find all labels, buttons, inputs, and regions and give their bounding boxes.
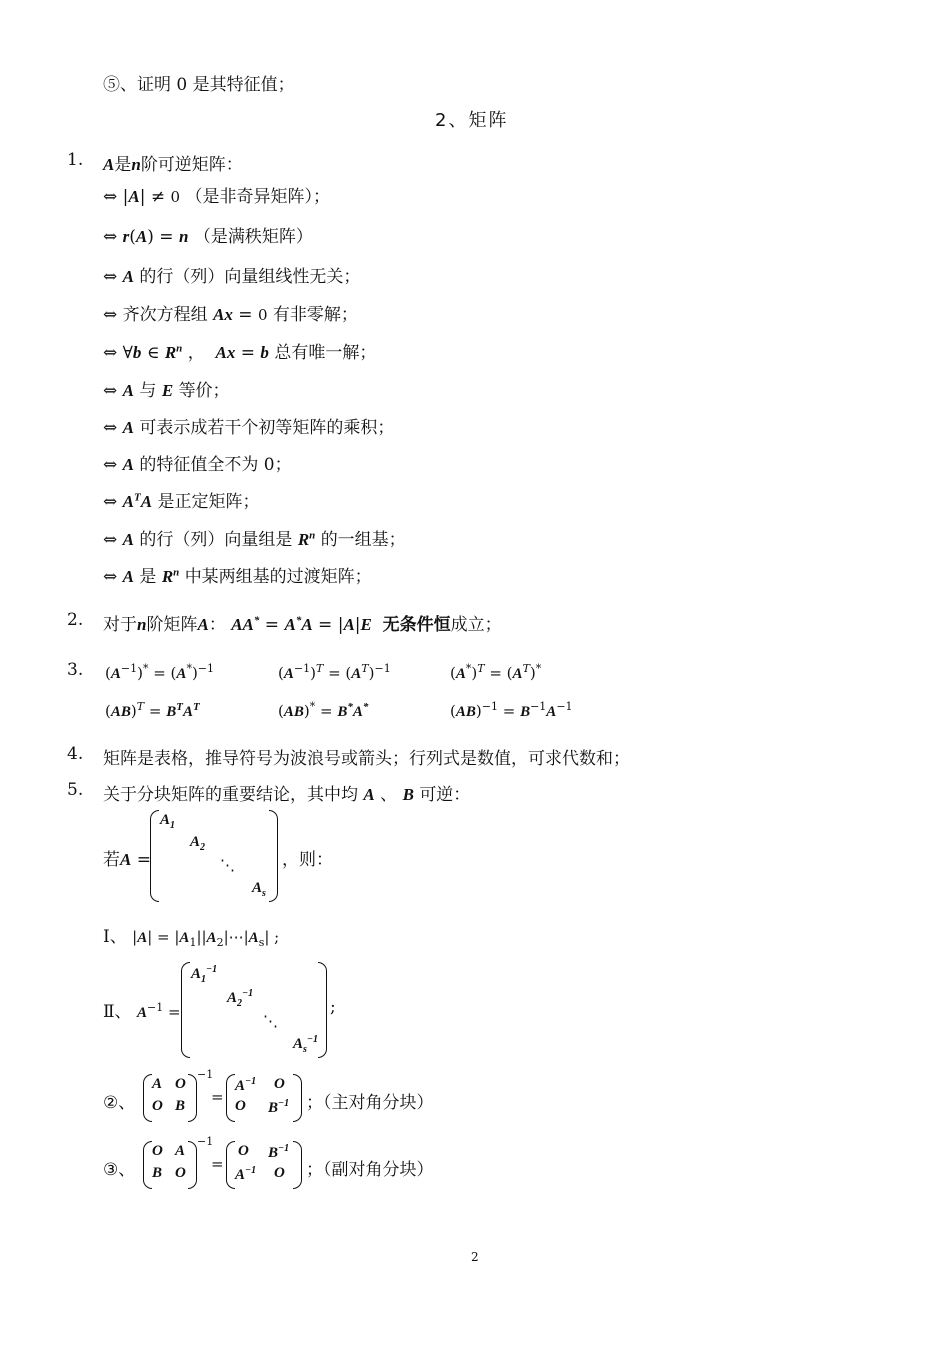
anti-diag-eq: =	[211, 1155, 224, 1173]
main-diag-matrix: A O O B	[143, 1074, 197, 1122]
main-diag-eq: =	[211, 1088, 224, 1106]
item1-line11: ⇔ A 是 $R^n$ 中某两组基的过渡矩阵；	[103, 566, 372, 587]
formula-inv-star: $(A^{-1})^* = (A^*)^{-1}$	[105, 662, 215, 682]
anti-diag-inverse-matrix: O $B^{-1}$ $A^{-1}$ O	[226, 1141, 302, 1189]
item1-lead: A是n阶可逆矩阵：	[103, 155, 243, 175]
anti-diag-inv-exp: −1	[197, 1135, 214, 1148]
formula-ab-inverse: $(AB)^{-1} = B^{-1}A^{-1}$	[450, 700, 573, 720]
item1-line10: ⇔ A 的行（列）向量组是 $R^n$ 的一组基；	[103, 529, 406, 550]
item1-line2: ⇔ r(A) = n （是满秩矩阵）	[103, 227, 313, 247]
item-number-4: 4.	[67, 744, 84, 764]
item1-line8: ⇔ A 的特征值全不为 0；	[103, 455, 292, 475]
inverse-block-matrix: $A_1^{-1}$ $A_2^{-1}$ ⋱ $A_s^{-1}$	[181, 962, 327, 1058]
result-anti-diag-label: ③、	[103, 1160, 136, 1180]
page-number: 2	[471, 1250, 479, 1264]
main-diag-inv-exp: −1	[197, 1068, 214, 1081]
formula-ab-transpose: $(AB)^T = B^TA^T$	[105, 700, 200, 720]
result-1: Ⅰ、 $|A| = |A_1||A_2|\cdots|A_s|$ ;	[103, 927, 280, 949]
item1-line9: ⇔ $A^TA$ 是正定矩阵；	[103, 491, 260, 512]
item1-line3: ⇔ A 的行（列）向量组线性无关；	[103, 267, 361, 287]
item1-line4: ⇔ 齐次方程组 Ax = 0 有非零解；	[103, 305, 358, 325]
item5-lead: 关于分块矩阵的重要结论，其中均 A 、 B 可逆：	[103, 785, 471, 805]
item4-text: 矩阵是表格，推导符号为波浪号或箭头；行列式是数值，可求代数和；	[103, 749, 630, 769]
anti-diag-matrix: O A B O	[143, 1141, 197, 1189]
main-diag-inverse-matrix: $A^{-1}$ O O $B^{-1}$	[226, 1074, 302, 1122]
item-number-3: 3.	[67, 660, 84, 680]
result-main-diag-label: ②、	[103, 1093, 136, 1113]
result-2-label: Ⅱ、 $A^{-1}$ =	[103, 1001, 181, 1022]
item-number-5: 5.	[67, 780, 84, 800]
block-matrix-then: ，则：	[282, 850, 333, 870]
block-diagonal-matrix: $A_1$ $A_2$ ⋱ $A_s$	[150, 810, 278, 902]
formula-inv-transpose: $(A^{-1})^T = (A^T)^{-1}$	[278, 662, 391, 682]
item1-line6: ⇔ A 与 E 等价；	[103, 381, 230, 401]
result-2-end: ;	[330, 997, 336, 1017]
main-diag-note: ；（主对角分块）	[306, 1093, 434, 1113]
item1-line7: ⇔ A 可表示成若干个初等矩阵的乘积；	[103, 418, 395, 438]
item1-line5: ⇔ ∀b ∈ $R^n$ ， Ax = b 总有唯一解；	[103, 342, 377, 363]
block-matrix-label: 若A =	[103, 850, 151, 870]
item-number-2: 2.	[67, 610, 84, 630]
item1-line1: ⇔ |A| ≠ 0 （是非奇异矩阵）；	[103, 187, 330, 207]
top-item: ⑤、证明 0 是其特征值；	[103, 75, 295, 95]
item2-text: 对于n阶矩阵A： AA* = A*A = |A|E 无条件恒成立；	[103, 614, 502, 635]
formula-star-transpose: $(A^*)^T = (A^T)^*$	[450, 662, 542, 682]
item-number-1: 1.	[67, 150, 84, 170]
anti-diag-note: ；（副对角分块）	[306, 1160, 434, 1180]
section-title: 2、矩阵	[435, 110, 509, 131]
formula-ab-star: (AB)* = B*A*	[278, 700, 369, 720]
